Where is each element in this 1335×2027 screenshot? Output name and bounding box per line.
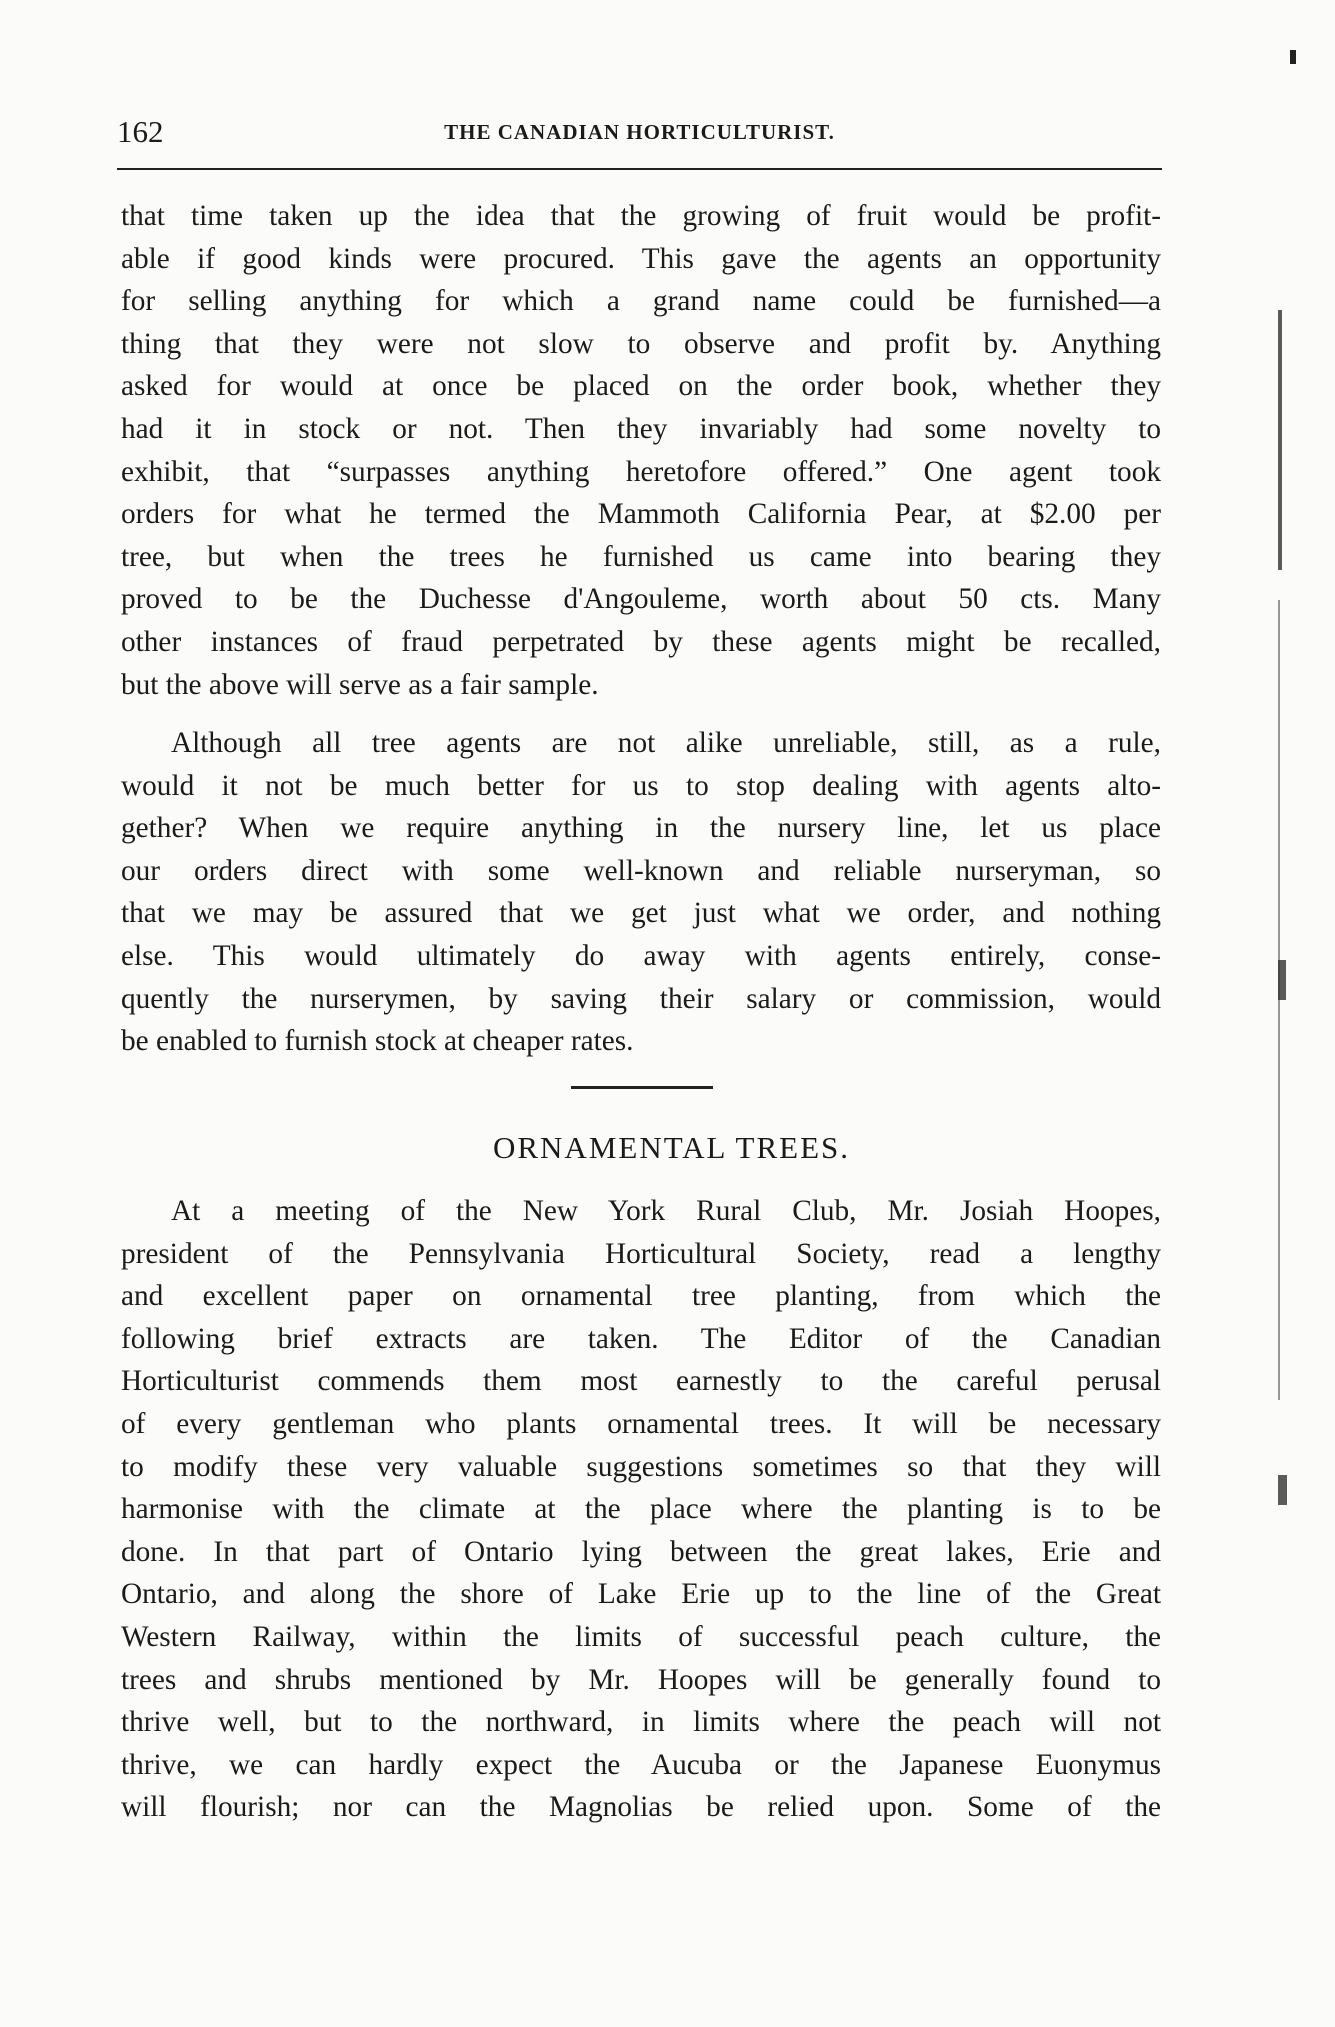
text-line: At a meeting of the New York Rural Club, Mr. Josiah Hoopes, <box>171 1195 1161 1227</box>
text-line: asked for would at once be placed on the order book, whether they <box>121 370 1161 403</box>
text-line: thing that they were not slow to observe and profit by. Anything <box>121 327 1161 360</box>
text-line: trees and shrubs mentioned by Mr. Hoopes will be generally found to <box>121 1663 1161 1696</box>
text-line: would it not be much better for us to stop dealing with agents alto- <box>121 769 1161 802</box>
text-line: done. In that part of Ontario lying between the great lakes, Erie and <box>121 1535 1161 1568</box>
text-line: that we may be assured that we get just what we order, and nothing <box>121 897 1161 930</box>
section-divider <box>571 1086 713 1089</box>
text-line: Western Railway, within the limits of successful peach culture, the <box>121 1620 1161 1653</box>
text-line: harmonise with the climate at the place where the planting is to be <box>121 1493 1161 1526</box>
paragraph-nursery-advice <box>121 722 1161 1063</box>
text-line: had it in stock or not. Then they invariably had some novelty to <box>121 412 1161 445</box>
text-line: be enabled to furnish stock at cheaper rates. <box>121 1025 634 1058</box>
text-line: quently the nurserymen, by saving their salary or commission, would <box>121 982 1161 1015</box>
text-line: will flourish; nor can the Magnolias be relied upon. Some of the <box>121 1791 1161 1824</box>
scan-edge-artifact <box>1278 1475 1287 1505</box>
running-title: THE CANADIAN HORTICULTURIST. <box>444 120 835 144</box>
text-line: following brief extracts are taken. The Editor of the Canadian <box>121 1322 1161 1355</box>
text-line: tree, but when the trees he furnished us came into bearing they <box>121 540 1161 573</box>
text-line: to modify these very valuable suggestions sometimes so that they will <box>121 1450 1161 1483</box>
header-rule <box>117 168 1162 170</box>
text-line: our orders direct with some well-known and reliable nurseryman, so <box>121 854 1161 887</box>
text-line: Ontario, and along the shore of Lake Erie up to the line of the Great <box>121 1578 1161 1611</box>
text-line: gether? When we require anything in the nursery line, let us place <box>121 812 1161 845</box>
text-line: exhibit, that “surpasses anything heretofore offered.” One agent took <box>121 455 1161 488</box>
text-line: able if good kinds were procured. This gave the agents an opportunity <box>121 242 1161 275</box>
text-line: Although all tree agents are not alike unreliable, still, as a rule, <box>171 727 1161 759</box>
text-line: but the above will serve as a fair sample. <box>121 668 599 701</box>
text-line: president of the Pennsylvania Horticultural Society, read a lengthy <box>121 1237 1161 1270</box>
paragraph-fraud-agents <box>121 195 1161 706</box>
text-line: of every gentleman who plants ornamental trees. It will be necessary <box>121 1407 1161 1440</box>
text-line: that time taken up the idea that the growing of fruit would be profit- <box>121 200 1161 232</box>
text-line: Horticulturist commends them most earnestly to the careful perusal <box>121 1365 1161 1398</box>
scan-edge-artifact <box>1278 960 1286 1000</box>
scan-edge-artifact <box>1278 310 1282 570</box>
scan-edge-artifact <box>1278 600 1280 1400</box>
text-line: other instances of fraud perpetrated by these agents might be recalled, <box>121 625 1161 658</box>
page-number: 162 <box>117 114 164 149</box>
text-line: thrive well, but to the northward, in limits where the peach will not <box>121 1706 1161 1739</box>
text-line: else. This would ultimately do away with agents entirely, conse- <box>121 939 1161 972</box>
text-line: thrive, we can hardly expect the Aucuba or the Japanese Euonymus <box>121 1748 1161 1781</box>
scan-speck <box>1290 50 1296 64</box>
page-header <box>117 106 1162 156</box>
text-line: for selling anything for which a grand name could be furnished—a <box>121 285 1161 318</box>
text-line: and excellent paper on ornamental tree planting, from which the <box>121 1280 1161 1313</box>
text-line: orders for what he termed the Mammoth California Pear, at $2.00 per <box>121 498 1161 531</box>
text-line: proved to be the Duchesse d'Angouleme, worth about 50 cts. Many <box>121 583 1161 616</box>
section-heading: ORNAMENTAL TREES. <box>492 1130 851 1165</box>
paragraph-ornamental-trees <box>121 1190 1161 1829</box>
